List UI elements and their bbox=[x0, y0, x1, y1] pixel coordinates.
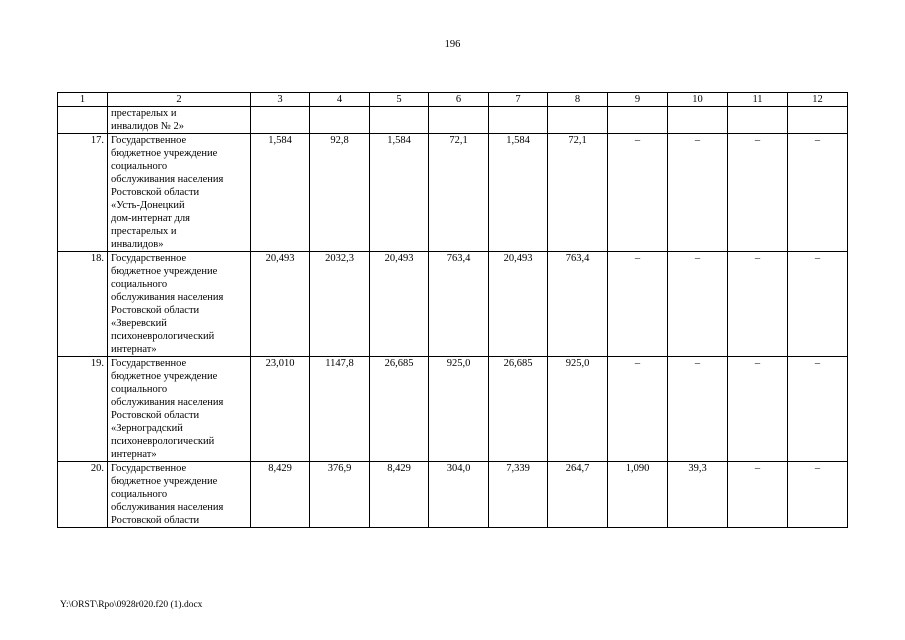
value-cell: 2032,3 bbox=[310, 252, 370, 357]
institution-name: Государственное бюджетное учреждение социального обслуживания населения Ростовской области «Усть-Донецкий дом-интернат для престарелых и инвалидов» bbox=[108, 134, 251, 252]
value-cell: 20,493 bbox=[251, 252, 310, 357]
header-cell: 1 bbox=[58, 93, 108, 107]
header-cell: 9 bbox=[608, 93, 668, 107]
header-cell: 2 bbox=[108, 93, 251, 107]
value-cell bbox=[251, 107, 310, 134]
value-cell bbox=[668, 107, 728, 134]
table-row bbox=[58, 462, 848, 528]
value-cell: 1,584 bbox=[489, 134, 548, 252]
value-cell: 1,090 bbox=[608, 462, 668, 528]
value-cell: 92,8 bbox=[310, 134, 370, 252]
row-number: 18. bbox=[58, 252, 108, 357]
value-cell: 925,0 bbox=[548, 357, 608, 462]
table-row bbox=[58, 252, 848, 357]
value-cell: 8,429 bbox=[370, 462, 429, 528]
value-cell: – bbox=[608, 134, 668, 252]
value-cell: – bbox=[728, 134, 788, 252]
table-row bbox=[58, 134, 848, 252]
value-cell: – bbox=[608, 252, 668, 357]
institution-name: Государственное бюджетное учреждение социального обслуживания населения Ростовской области «Зверевский психоневрологический интернат» bbox=[108, 252, 251, 357]
header-cell: 12 bbox=[788, 93, 848, 107]
value-cell bbox=[728, 107, 788, 134]
value-cell: 376,9 bbox=[310, 462, 370, 528]
footer-file-path: Y:\ORST\Rpo\0928r020.f20 (1).docx bbox=[60, 600, 203, 610]
header-row bbox=[58, 93, 848, 107]
institution-name: Государственное бюджетное учреждение социального обслуживания населения Ростовской области «Зерноградский психоневрологический интернат» bbox=[108, 357, 251, 462]
header-cell: 5 bbox=[370, 93, 429, 107]
value-cell: 1,584 bbox=[251, 134, 310, 252]
value-cell: 1147,8 bbox=[310, 357, 370, 462]
value-cell: 1,584 bbox=[370, 134, 429, 252]
row-number: 19. bbox=[58, 357, 108, 462]
value-cell bbox=[310, 107, 370, 134]
value-cell: 20,493 bbox=[370, 252, 429, 357]
value-cell: 23,010 bbox=[251, 357, 310, 462]
value-cell: – bbox=[668, 357, 728, 462]
institution-name: Государственное бюджетное учреждение социального обслуживания населения Ростовской области bbox=[108, 462, 251, 528]
value-cell: 39,3 bbox=[668, 462, 728, 528]
value-cell: 20,493 bbox=[489, 252, 548, 357]
institution-name: престарелых и инвалидов № 2» bbox=[108, 107, 251, 134]
value-cell: – bbox=[668, 252, 728, 357]
value-cell: 304,0 bbox=[429, 462, 489, 528]
header-cell: 8 bbox=[548, 93, 608, 107]
value-cell: 26,685 bbox=[370, 357, 429, 462]
table-row bbox=[58, 107, 848, 134]
value-cell bbox=[429, 107, 489, 134]
header-cell: 6 bbox=[429, 93, 489, 107]
header-cell: 10 bbox=[668, 93, 728, 107]
value-cell: – bbox=[788, 134, 848, 252]
value-cell: – bbox=[788, 252, 848, 357]
value-cell: – bbox=[788, 357, 848, 462]
value-cell: 7,339 bbox=[489, 462, 548, 528]
value-cell bbox=[370, 107, 429, 134]
value-cell bbox=[788, 107, 848, 134]
value-cell: – bbox=[788, 462, 848, 528]
value-cell bbox=[548, 107, 608, 134]
value-cell: 264,7 bbox=[548, 462, 608, 528]
value-cell: – bbox=[728, 357, 788, 462]
value-cell: 8,429 bbox=[251, 462, 310, 528]
value-cell: 763,4 bbox=[429, 252, 489, 357]
value-cell: – bbox=[608, 357, 668, 462]
data-table bbox=[57, 92, 848, 528]
row-number: 17. bbox=[58, 134, 108, 252]
table-row bbox=[58, 357, 848, 462]
header-cell: 11 bbox=[728, 93, 788, 107]
value-cell: 26,685 bbox=[489, 357, 548, 462]
value-cell: 763,4 bbox=[548, 252, 608, 357]
value-cell bbox=[608, 107, 668, 134]
value-cell bbox=[489, 107, 548, 134]
value-cell: 72,1 bbox=[548, 134, 608, 252]
row-number bbox=[58, 107, 108, 134]
value-cell: – bbox=[728, 462, 788, 528]
header-cell: 3 bbox=[251, 93, 310, 107]
value-cell: 925,0 bbox=[429, 357, 489, 462]
value-cell: – bbox=[728, 252, 788, 357]
row-number: 20. bbox=[58, 462, 108, 528]
header-cell: 7 bbox=[489, 93, 548, 107]
page-number: 196 bbox=[444, 39, 461, 50]
value-cell: – bbox=[668, 134, 728, 252]
value-cell: 72,1 bbox=[429, 134, 489, 252]
header-cell: 4 bbox=[310, 93, 370, 107]
